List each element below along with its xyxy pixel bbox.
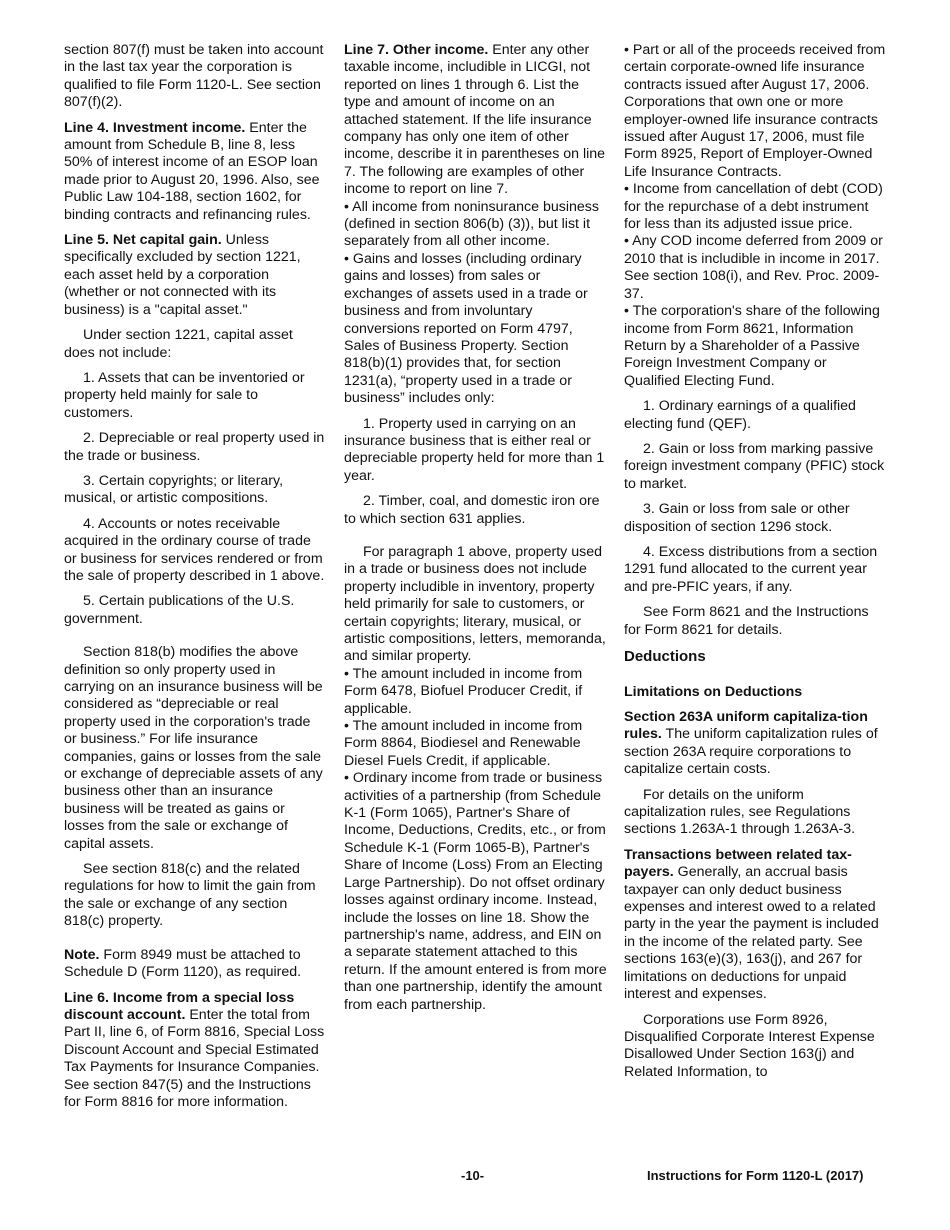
line7-heading: Line 7. Other income.	[344, 42, 489, 58]
list-item-2: 2. Depreciable or real property used in the trade or business.	[64, 430, 325, 464]
bullet-noninsurance: • All income from noninsurance business (defined in section 806(b) (3)), but list it separately from all other income.	[344, 198, 599, 250]
numbered-item-2: 2. Timber, coal, and domestic iron ore to which section 631 applies.	[344, 493, 600, 527]
note-paragraph	[64, 947, 326, 982]
page-number: -10-	[461, 1168, 485, 1183]
note-heading: Note.	[64, 946, 100, 963]
list-item-5: 5. Certain publications of the U.S. government.	[64, 593, 295, 627]
bullet-cod-deferred: • Any COD income deferred from 2009 or 2010 that is includible in income in 2017. See section 108(i), and Rev. Proc. 2009-37.	[624, 233, 883, 302]
related-taxpayers-text: Generally, an accrual basis taxpayer can only deduct business expenses and interest owed to a related party in the year the payment is included in the income of the related party. See sections 163(e)(3), 163(j), and 267 for limitations on deductions for unpaid interest and expenses.	[624, 864, 879, 1003]
pfic-item-1: 1. Ordinary earnings of a qualified electing fund (QEF).	[624, 398, 856, 432]
line4-heading: Line 4. Investment income.	[64, 119, 246, 136]
related-taxpayers-paragraph	[624, 847, 886, 1004]
pfic-item-3: 3. Gain or loss from sale or other disposition of section 1296 stock.	[624, 501, 850, 535]
section-818c-paragraph: See section 818(c) and the related regulations for how to limit the gain from the sale or exchange of any section 818(c) property.	[64, 861, 316, 930]
list-item-3: 3. Certain copyrights; or literary, musical, or artistic compositions.	[64, 472, 284, 507]
see-form-8621: See Form 8621 and the Instructions for Form 8621 for details.	[624, 604, 869, 638]
bullet-gains-losses: • Gains and losses (including ordinary gains and losses) from sales or exchanges of assets used in a trade or business and from involuntary conversions reported on Form 4797, Sales of Business Property. Section 818(b)(1) provides that, for section 1231(a), “property used in a trade or business” includes only:	[344, 250, 588, 407]
list-item-4: 4. Accounts or notes receivable acquired in the ordinary course of trade or business for services rendered or from the sale of property described in 1 above.	[64, 515, 325, 584]
column-1	[64, 42, 326, 1119]
line4-paragraph	[64, 120, 326, 224]
bullet-cod-income: • Income from cancellation of debt (COD) for the repurchase of a debt instrument for less than its adjusted issue price.	[624, 181, 883, 233]
line6-heading: Line 6. Income from a special loss discount account.	[64, 989, 295, 1023]
line5-paragraph	[64, 232, 326, 319]
column-2	[344, 42, 608, 1014]
section-263a-paragraph	[624, 709, 886, 779]
numbered-item-1: 1. Property used in carrying on an insurance business that is either real or depreciable property held for more than 1 year.	[344, 415, 605, 484]
section-263a-details: For details on the uniform capitalization rules, see Regulations sections 1.263A-1 through 1.263A-3.	[624, 786, 856, 838]
line4-text: Enter the amount from Schedule B, line 8, less 50% of interest income of an ESOP loan made prior to August 20, 1996. Also, see Public Law 104-188, section 1602, for binding contracts and refinancing rules.	[64, 119, 320, 223]
note-text: Form 8949 must be attached to Schedule D (Form 1120), as required.	[64, 946, 302, 981]
line5-text: Unless specifically excluded by section 1221, each asset held by a corporation (whether or not connected with its business) is a "capital asset."	[64, 232, 301, 318]
section-818b-paragraph: Section 818(b) modifies the above definition so only property used in carrying on an insurance business will be considered as “depreciable or real property used in the corporation's trade or business.” For life insurance companies, gains or losses from the sale or exchange of depreciable assets of any business other than an insurance business will be treated as gains or losses from the sale or exchange of capital assets.	[64, 644, 323, 852]
limitations-heading: Limitations on Deductions	[624, 684, 803, 700]
line7-paragraph	[344, 42, 608, 199]
column-3	[624, 42, 886, 1089]
line6-paragraph	[64, 990, 326, 1112]
bullet-form-8621: • The corporation's share of the following income from Form 8621, Information Return by a Shareholder of a Passive Foreign Investment Company or Qualified Electing Fund.	[624, 303, 880, 389]
list-item-1: 1. Assets that can be inventoried or property held mainly for sale to customers.	[64, 369, 305, 421]
bullet-form-6478: • The amount included in income from Form 6478, Biofuel Producer Credit, if applicable.	[344, 665, 583, 717]
pfic-item-2: 2. Gain or loss from marking passive foreign investment company (PFIC) stock to market.	[624, 440, 885, 492]
section-263a-heading: Section 263A uniform capitaliza-tion rules.	[624, 709, 868, 743]
paragraph-1-note: For paragraph 1 above, property used in a trade or business does not include property includible in inventory, property held primarily for sale to customers, or certain copyrights; literary, musical, or artistic compositions, letters, memoranda, and similar property.	[344, 543, 606, 665]
section-263a-text: The uniform capitalization rules of section 263A require corporations to capitalize certain costs.	[624, 726, 878, 778]
bullet-partnership-income: • Ordinary income from trade or business activities of a partnership (from Schedule K-1 (Form 1065), Partner's Share of Income, Deductions, Credits, etc., or from Schedule K-1 (Form 1065-B), Partner's Share of Income (Loss) From an Electing Large Partnership). Do not offset ordinary losses against ordinary income. Instead, include the losses on line 18. Show the partnership's name, address, and EIN on a separate statement attached to this return. If the amount entered is from more than one partnership, identify the amount from each partnership.	[344, 770, 607, 1013]
form-title-footer: Instructions for Form 1120-L (2017)	[647, 1168, 864, 1183]
line5-heading: Line 5. Net capital gain.	[64, 232, 222, 249]
deductions-heading: Deductions	[624, 648, 706, 665]
bullet-form-8864: • The amount included in income from Form 8864, Biodiesel and Renewable Diesel Fuels Credit, if applicable.	[344, 718, 583, 769]
paragraph-807f: section 807(f) must be taken into account in the last tax year the corporation is qualified to file Form 1120-L. See section 807(f)(2).	[64, 42, 324, 111]
bullet-life-insurance-proceeds: • Part or all of the proceeds received from certain corporate-owned life insurance contracts issued after August 17, 2006. Corporations that own one or more employer-owned life insurance contracts issued after August 17, 2006, must file Form 8925, Report of Employer-Owned Life Insurance Contracts.	[624, 42, 886, 180]
pfic-item-4: 4. Excess distributions from a section 1291 fund allocated to the current year and pre-PFIC years, if any.	[624, 543, 878, 595]
line7-text: Enter any other taxable income, includible in LICGI, not reported on lines 1 through 6. List the type and amount of income on an attached statement. If the life insurance company has only one item of other income, describe it in parentheses on line 7. The following are examples of other income to report on line 7.	[344, 42, 606, 198]
form-8926-paragraph: Corporations use Form 8926, Disqualified Corporate Interest Expense Disallowed Under Section 163(j) and Related Information, to	[624, 1011, 875, 1080]
line6-text: Enter the total from Part II, line 6, of Form 8816, Special Loss Discount Account and Special Estimated Tax Payments for Insurance Companies. See section 847(5) and the Instructions for Form 8816 for more information.	[64, 1006, 325, 1110]
related-taxpayers-heading: Transactions between related tax-payers.	[624, 846, 852, 881]
under-1221-paragraph: Under section 1221, capital asset does not include:	[64, 327, 293, 361]
